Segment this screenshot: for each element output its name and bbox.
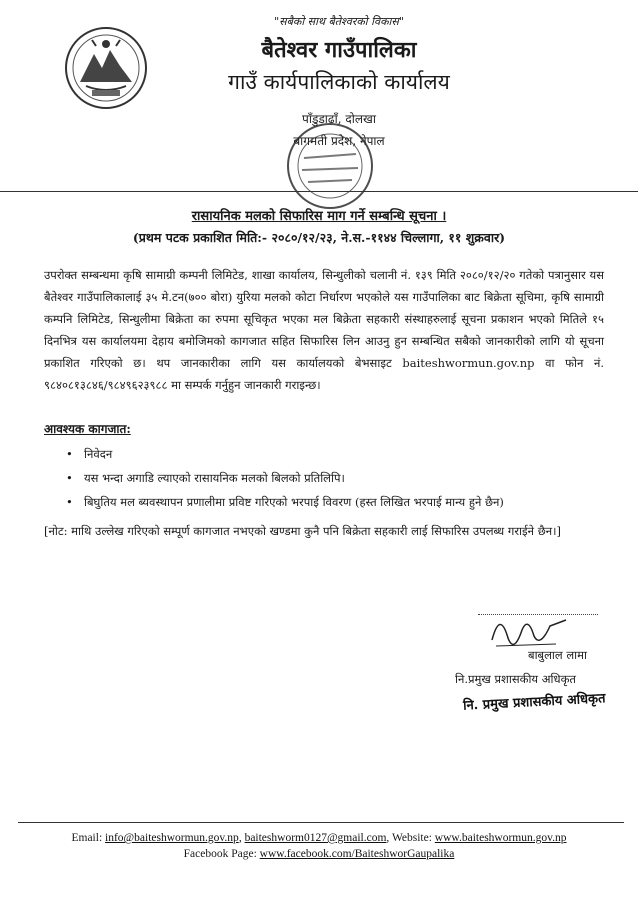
email-link-1[interactable]: info@baiteshwormun.gov.np (105, 832, 239, 844)
notice-note: [नोट: माथि उल्लेख गरिएको सम्पूर्ण कागजात नभएको खण्डमा कुनै पनि बिक्रेता सहकारी लाई सिफारिस उपलब्ध गराईने छैन।] (44, 524, 562, 538)
email-link-2[interactable]: baiteshworm0127@gmail.com (244, 832, 387, 844)
requirement-text: निवेदन (84, 447, 113, 461)
website-link[interactable]: www.baiteshwormun.gov.np (434, 832, 567, 844)
footer-divider (18, 822, 624, 823)
municipality-name: बैतेश्वर गाउँपालिका (261, 37, 417, 63)
requirement-text: यस भन्दा अगाडि ल्याएको रासायनिक मलको बिलको प्रतिलिपि। (84, 471, 345, 485)
office-stamp-icon (282, 118, 378, 214)
signatory-title: नि.प्रमुख प्रशासकीय अधिकृत (455, 672, 576, 686)
address-line-2: बागमती प्रदेश, नेपाल (293, 134, 385, 148)
notice-body: उपरोक्त सम्बन्धमा कृषि सामाग्री कम्पनी लिमिटेड, शाखा कार्यालय, सिन्धुलीको चलानी नं. १३९ मिति २०८०/१२/२० गतेको पत्रानुसार यस बैतेश्वर गाउँपालिकालाई ३५ मे.टन(७०० बोरा) युरिया मलको कोटा निर्धारण भएकोले यस गाउँपालिका बाट बिक्रेता सूचिमा, कृषि सामाग्री कम्पनि लिमिटेड, सिन्धुलीमा बिक्रेता का रुपमा सूचिकृत भएका मल बिक्रेता सहकारी संस्थाहरुलाई सूचना प्रकाशन भएको मितिले १५ दिनभित्र यस कार्यालयमा देहाय बमोजिमको कागजात सहित सिफारिस लिन आउनु हुन सम्बन्धित सबैको जानकारीको लागि यो सूचना प्रकाशित गरिएको छ। थप जानकारीका लागि यस कार्यालयको बेभसाइट baiteshwormun.gov.np वा फोन नं. ९८४०८१३८४६/९८४९६२३९८८ मा सम्पर्क गर्नुहुन जानकारी गराइन्छ। (44, 268, 604, 392)
footer-contact: Email: info@baiteshwormun.gov.np, baiteshworm0127@gmail.com, Website: www.baiteshwormun.gov.np (71, 832, 567, 844)
slogan: "सबैको साथ बैतेश्वरको विकास" (274, 15, 404, 28)
signatory-name: बाबुलाल लामा (528, 648, 587, 662)
address-line-1: पाँडुडाढाँ, दोलखा (302, 112, 376, 126)
email-label: Email: (71, 832, 103, 844)
office-name: गाउँ कार्यपालिकाको कार्यालय (228, 70, 450, 94)
notice-subject: रासायनिक मलको सिफारिस माग गर्ने सम्बन्धि सूचना । (191, 209, 447, 224)
list-item (44, 490, 614, 514)
list-item (44, 466, 614, 490)
published-date: (प्रथम पटक प्रकाशित मिति:- २०८०/१२/२३, ने.स.-११४४ चिल्लागा, ११ शुक्रवार) (132, 230, 506, 245)
bullet-icon: • (66, 495, 73, 509)
requirement-text: बिघुतिय मल ब्यवस्थापन प्रणालीमा प्रविष्ट गरिएको भरपाई विवरण (हस्त लिखित भरपाई मान्य हुने छैन) (84, 495, 504, 509)
bullet-icon: • (66, 471, 73, 485)
signatory-stamp: नि. प्रमुख प्रशासकीय अधिकृत (462, 691, 606, 714)
bullet-icon: • (66, 447, 73, 461)
header-divider (0, 191, 638, 192)
list-item (44, 442, 614, 466)
facebook-label: Facebook Page: (183, 848, 257, 860)
footer-facebook (0, 848, 638, 860)
website-label: Website: (391, 832, 432, 844)
requirements-list (44, 442, 614, 514)
requirements-heading: आवश्यक कागजात: (44, 422, 131, 436)
facebook-link[interactable]: www.facebook.com/BaiteshworGaupalika (259, 848, 455, 860)
